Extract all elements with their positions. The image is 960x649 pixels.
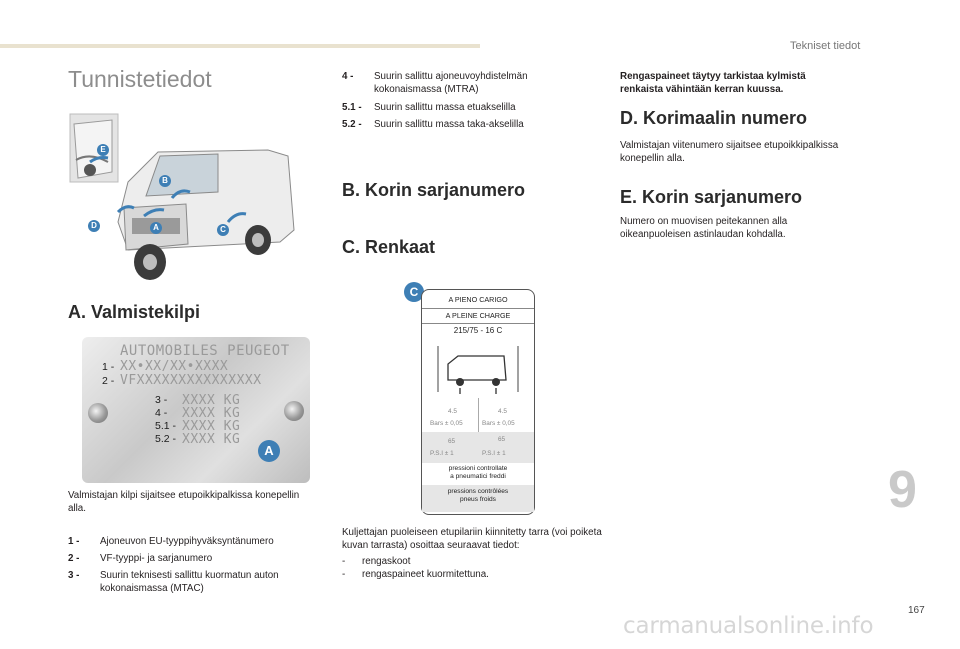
rivet-left bbox=[88, 403, 108, 423]
badge-c: C bbox=[217, 224, 229, 236]
list-item: - rengaskoot bbox=[342, 556, 411, 567]
note-it-2: a pneumatici freddi bbox=[450, 473, 506, 480]
list-item: 4 - Suurin sallittu ajoneuvoyhdistelmän kokonaismassa (MTRA) bbox=[342, 71, 528, 95]
van-load-icon bbox=[434, 342, 522, 396]
note-fr-2: pneus froids bbox=[460, 496, 496, 503]
section-tag: Tekniset tiedot bbox=[790, 40, 861, 52]
rear-psi-unit: P.S.I ± 1 bbox=[482, 450, 506, 457]
plate-value-3: XXXX KG bbox=[182, 393, 241, 408]
tyre-size: 215/75 - 16 C bbox=[453, 326, 503, 335]
list-item: 1 - Ajoneuvon EU-tyyppihyväksyntänumero bbox=[68, 536, 274, 547]
heading-korin-sarjanumero-e: E. Korin sarjanumero bbox=[620, 187, 803, 207]
badge-tyre-c: C bbox=[404, 282, 424, 302]
serial-number-text: Numero on muovisen peitekannen alla oikeanpuoleisen astinlaudan kohdalla. bbox=[620, 216, 788, 240]
plate-value-4: XXXX KG bbox=[182, 406, 241, 421]
label-line-fr: A PLEINE CHARGE bbox=[445, 311, 511, 320]
rear-psi-value: 65 bbox=[498, 436, 506, 443]
plate-maker: AUTOMOBILES PEUGEOT bbox=[120, 343, 290, 359]
rear-bar-unit: Bars ± 0,05 bbox=[482, 420, 515, 427]
badge-e: E bbox=[97, 144, 109, 156]
tyre-caption: Kuljettajan puoleiseen etupilariin kiinnitetty tarra (voi poiketa kuvan tarrasta) osoittaa seuraavat tiedot: bbox=[342, 527, 602, 551]
manufacturer-plate bbox=[82, 337, 310, 483]
heading-valmistekilpi: A. Valmistekilpi bbox=[68, 302, 201, 322]
warning-text: Rengaspaineet täytyy tarkistaa kylmistä renkaista vähintään kerran kuussa. bbox=[620, 71, 806, 95]
plate-label-5-2: 5.2 - bbox=[155, 433, 177, 445]
badge-b: B bbox=[159, 175, 171, 187]
plate-label-1: 1 - bbox=[102, 361, 115, 373]
badge-a: A bbox=[150, 222, 162, 234]
plate-value-1: XX•XX/XX•XXXX bbox=[120, 359, 229, 374]
plate-label-2: 2 - bbox=[102, 375, 115, 387]
front-psi-value: 65 bbox=[448, 438, 456, 445]
watermark: carmanualsonline.info bbox=[623, 613, 874, 639]
chapter-number: 9 bbox=[888, 461, 917, 519]
tyre-pressure-label bbox=[421, 289, 535, 515]
plate-value-2: VFXXXXXXXXXXXXXXX bbox=[120, 373, 262, 388]
paint-number-text: Valmistajan viitenumero sijaitsee etupoikkipalkissa konepellin alla. bbox=[620, 140, 839, 164]
header-rule bbox=[0, 44, 480, 48]
inset-door-picture bbox=[70, 114, 118, 182]
label-line-it: A PIENO CARIGO bbox=[448, 295, 508, 304]
page-number: 167 bbox=[908, 605, 925, 616]
list-item: 2 - VF-tyyppi- ja sarjanumero bbox=[68, 553, 213, 564]
heading-renkaat: C. Renkaat bbox=[342, 237, 436, 257]
plate-value-5-1: XXXX KG bbox=[182, 419, 241, 434]
plate-value-5-2: XXXX KG bbox=[182, 432, 241, 447]
rivet-right bbox=[284, 401, 304, 421]
note-it: pressioni controllate bbox=[448, 465, 508, 472]
front-psi-unit: P.S.I ± 1 bbox=[430, 450, 454, 457]
page-title: Tunnistetiedot bbox=[68, 66, 212, 92]
note-fr: pressions contrôlées bbox=[447, 488, 509, 495]
list-item: - rengaspaineet kuormitettuna. bbox=[342, 569, 489, 580]
plate-label-3: 3 - bbox=[155, 394, 168, 406]
plate-label-4: 4 - bbox=[155, 407, 168, 419]
front-bar-value: 4.5 bbox=[448, 408, 457, 415]
heading-korin-sarjanumero-b: B. Korin sarjanumero bbox=[342, 180, 526, 200]
van-illustration bbox=[68, 112, 308, 290]
list-item: 5.1 - Suurin sallittu massa etuakselilla bbox=[342, 102, 516, 113]
list-item: 3 - Suurin teknisesti sallittu kuormatun auton kokonaismassa (MTAC) bbox=[68, 570, 279, 594]
heading-korimaalin-numero: D. Korimaalin numero bbox=[620, 108, 808, 128]
list-item: 5.2 - Suurin sallittu massa taka-akselilla bbox=[342, 119, 524, 130]
badge-plate-a: A bbox=[258, 440, 280, 462]
plate-intro: Valmistajan kilpi sijaitsee etupoikkipalkissa konepellin alla. bbox=[68, 490, 300, 514]
badge-d: D bbox=[88, 220, 100, 232]
rear-bar-value: 4.5 bbox=[498, 408, 507, 415]
plate-label-5-1: 5.1 - bbox=[155, 420, 177, 432]
front-bar-unit: Bars ± 0,05 bbox=[430, 420, 463, 427]
